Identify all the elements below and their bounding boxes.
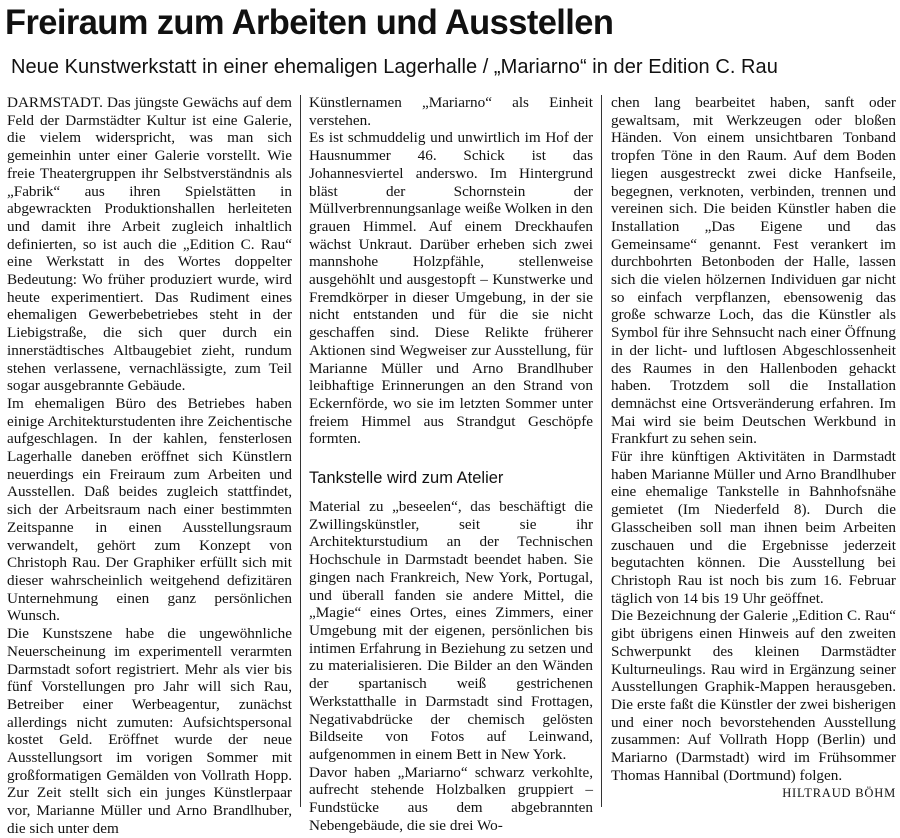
column-rule [601,95,602,807]
column-3 [611,94,896,803]
column-2 [309,94,593,834]
paragraph: DARMSTADT. Das jüngste Gewächs auf dem Feld der Darmstädter Kultur ist eine Galerie, die vielem widerspricht, was man sich gemeinhin unter einer Galerie vorstellt. Wie freie Theatergruppen ihr Selbstverständnis als „Fabrik“ aus ihren Spielstätten in abgewrackten Produktionshallen herleiteten und damit ihre Arbeit zugleich inhaltlich definierten, so ist auch die „Edition C. Rau“ eine Werkstatt in des Wortes doppelter Bedeutung: Wo früher produziert wurde, wird heute experimentiert. Das Rudiment eines ehemaligen Gewerbebetriebes steht in der Liebigstraße, die sich quer durch ein innerstädtisches Altbaugebiet zieht, rundum stehen verlassene, vernachlässigte, zum Teil sogar ausgebrannte Gebäude. [7,94,292,395]
section-subheading: Tankstelle wird zum Atelier [309,469,504,488]
subheadline: Neue Kunstwerkstatt in einer ehemaligen Lagerhalle / „Mariarno“ in der Edition C. Rau [11,56,778,78]
paragraph: Material zu „beseelen“, das beschäftigt die Zwillingskünstler, seit sie ihr Architekturstudium an der Technischen Hochschule in Darmstadt beendet haben. Sie gingen nach Frankreich, New York, Portugal, und überall fanden sie andere Mittel, die „Magie“ eines Ortes, eines Zimmers, einer Umgebung mit der eigenen, persönlichen bis intimen Erfahrung in Beziehung zu setzen und zu materialisieren. Die Bilder an den Wänden der spartanisch weiß gestrichenen Werkstatthalle in Darmstadt sind Frottagen, Negativabdrücke der chemisch gelösten Bildseite von Fotos auf Leinwand, aufgenommen in einem Bett in New York. [309,498,593,763]
headline: Freiraum zum Arbeiten und Ausstellen [5,3,614,42]
paragraph: Es ist schmuddelig und unwirtlich im Hof der Hausnummer 46. Schick ist das Johannesviertel anderswo. Im Hintergrund bläst der Schornstein der Müllverbrennungsanlage weiße Wolken in den grauen Himmel. Auf einem Dreckhaufen wächst Unkraut. Darüber erheben sich zwei mannshohe Holzpfähle, stellenweise ausgehöhlt und ausgestopft – Kunstwerke und Fremdkörper in dieser Umgebung, in der sie nicht entstanden und für die sie nicht geschaffen sind. Diese Relikte früherer Aktionen sind Wegweiser zur Ausstellung, für Marianne Müller und Arno Brandlhuber leibhaftige Erinnerungen an den Strand von Eckernförde, wo sie im letzten Sommer unter freiem Himmel aus Strandgut Geschöpfe formten. [309,129,593,448]
paragraph: Davor haben „Mariarno“ schwarz verkohlte, aufrecht stehende Holzbalken gruppiert – Fundstücke aus dem abgebrannten Nebengebäude, die sie drei Wo- [309,763,593,834]
paragraph: chen lang bearbeitet haben, sanft oder gewaltsam, mit Werkzeugen oder bloßen Händen. Von einem unsichtbaren Tonband tropfen Töne in den Raum. Auf dem Boden liegen ausgestreckt zwei dicke Hanfseile, begegnen, verknoten, verbinden, trennen und vereinen sich. Die beiden Künstler haben die Installation „Das Eigene und das Gemeinsame“ genannt. Fest verankert im durchbohrten Betonboden der Halle, lassen sich die vielen hölzernen Individuen gar nicht so einfach verpflanzen, ebensowenig das große schwarze Loch, das die Künstler als Symbol für ihre Sehnsucht nach einer Öffnung in der licht- und luftlosen Abgeschlossenheit des Raumes in den Hallenboden gehackt haben. Trotzdem soll die Installation demnächst eine Ortsveränderung erfahren. Im Mai wird sie beim Deutschen Werkbund in Frankfurt zu sehen sein. [611,94,896,448]
paragraph: Im ehemaligen Büro des Betriebes haben einige Architekturstudenten ihre Zeichentische aufgeschlagen. In der kahlen, fensterlosen Lagerhalle daneben eröffnet sich Künstlern neuerdings ein Freiraum zum Arbeiten und Ausstellen. Daß beides zugleich stattfindet, sich der Arbeitsraum nach einer bestimmten Zeitspanne in einen Ausstellungsraum verwandelt, gehört zum Konzept von Christoph Rau. Der Graphiker erfüllt sich mit dieser wahrscheinlich weitgehend defizitären Unternehmung einen ganz persönlichen Wunsch. [7,394,292,625]
paragraph: Die Kunstszene habe die ungewöhnliche Neuerscheinung im experimentell verarmten Darmstadt sofort registriert. Mehr als vier bis fünf Vorstellungen pro Jahr will sich Rau, Betreiber einer Werbeagentur, zunächst allerdings nicht zumuten: Aufsichtspersonal kostet Geld. Eröffnet wurde der neue Ausstellungsort im vorigen Sommer mit großformatigen Gemälden von Vollrath Hopp. Zur Zeit stellt sich ein junges Künstlerpaar vor, Marianne Müller und Arno Brandlhuber, die sich unter dem [7,625,292,837]
column-rule [300,95,301,807]
paragraph: Künstlernamen „Mariarno“ als Einheit verstehen. [309,94,593,129]
author-byline: HILTRAUD BÖHM [782,786,896,801]
paragraph: Für ihre künftigen Aktivitäten in Darmstadt haben Marianne Müller und Arno Brandlhuber eine ehemalige Tankstelle in Bahnhofsnähe gemietet (Im Niederfeld 8). Durch die Glasscheiben soll man ihnen beim Arbeiten zuschauen und die Ergebnisse jederzeit begutachten können. Die Ausstellung bei Christoph Rau ist noch bis zum 16. Februar täglich von 14 bis 19 Uhr geöffnet. [611,448,896,607]
column-1 [7,94,292,838]
paragraph: Die Bezeichnung der Galerie „Edition C. Rau“ gibt übrigens einen Hinweis auf den zweiten Schwerpunkt des kleinen Darmstädter Kulturneulings. Rau wird in Ergänzung seiner Ausstellungen Graphik-Mappen herausgeben. Die erste faßt die Künstler der zwei bisherigen und einer noch bevorstehenden Ausstellung zusammen: Auf Vollrath Hopp (Berlin) und Mariarno (Darmstadt) wird im Frühsommer Thomas Hannibal (Dortmund) folgen. [611,607,896,784]
